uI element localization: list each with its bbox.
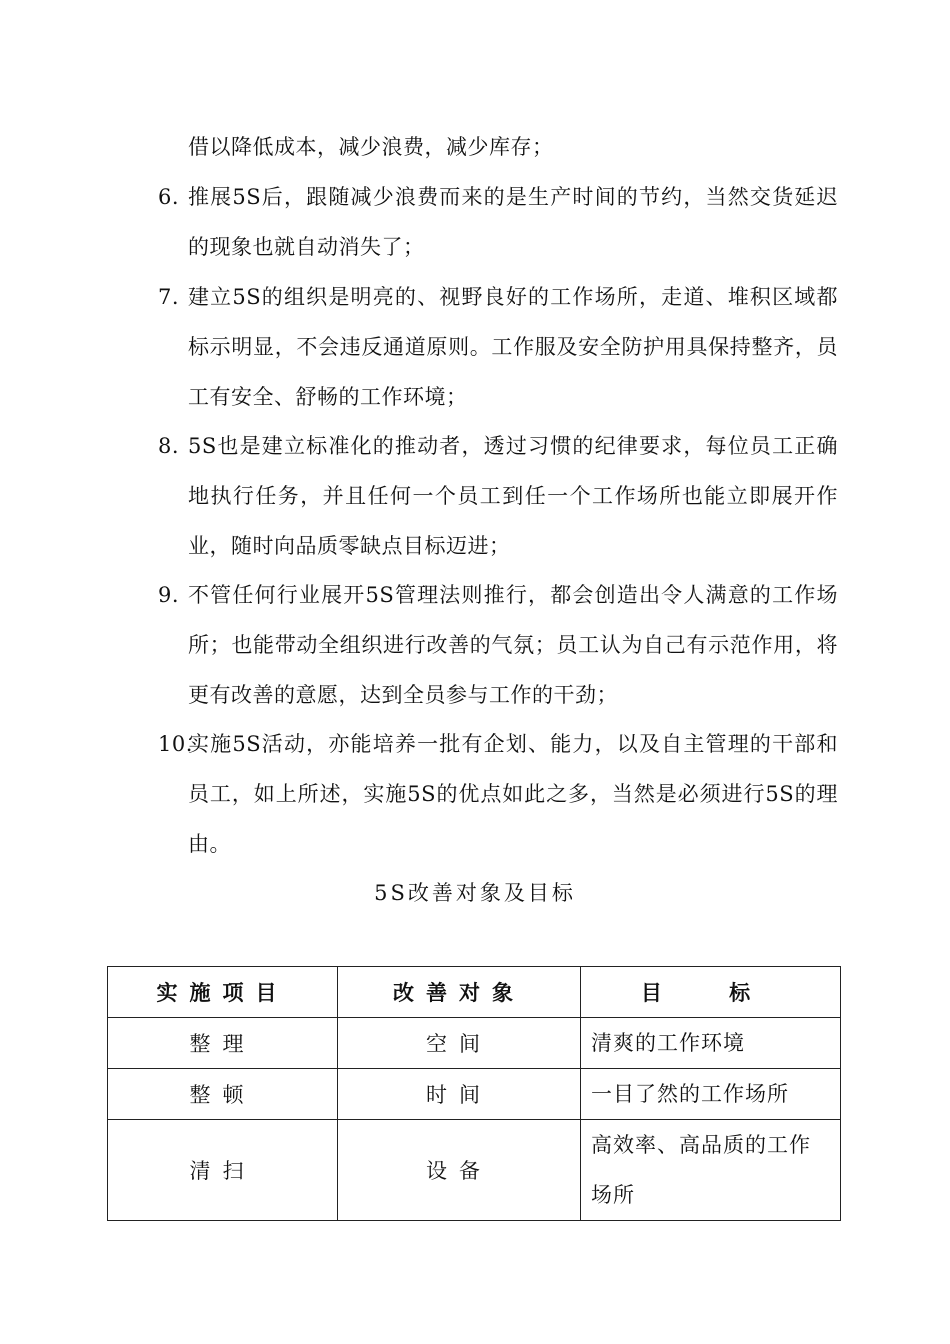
list-item-text: 5S也是建立标准化的推动者，透过习惯的纪律要求，每位员工正确地执行任务，并且任何一个员工到任一个工作场所也能立即展开作业，随时向品质零缺点目标迈进； [188, 434, 838, 558]
continuation-text: 借以降低成本，减少浪费，减少库存； [188, 135, 554, 159]
table-cell: 整理 [108, 1018, 338, 1069]
list-item-9 [158, 570, 838, 720]
header-cell: 改善对象 [338, 967, 581, 1018]
header-cell: 实施项目 [108, 967, 338, 1018]
list-item-number: 10. [158, 732, 193, 756]
list-item-7 [158, 272, 838, 422]
table-cell: 空间 [338, 1018, 581, 1069]
list-item-number: 9. [158, 583, 180, 607]
header-cell: 目 标 [581, 967, 841, 1018]
improvement-table [107, 966, 841, 1221]
table-title: 5S改善对象及目标 [374, 881, 576, 905]
table-cell: 清扫 [108, 1120, 338, 1221]
table-cell: 时间 [338, 1069, 581, 1120]
list-item-number: 7. [158, 285, 180, 309]
table-row [108, 1069, 841, 1120]
list-item-6 [158, 172, 838, 272]
list-item-number: 6. [158, 185, 180, 209]
list-item-text: 实施5S活动，亦能培养一批有企划、能力，以及自主管理的干部和员工，如上所述，实施5S的优点如此之多，当然是必须进行5S的理由。 [188, 732, 838, 856]
table-cell: 高效率、高品质的工作场所 [581, 1120, 841, 1221]
list-item-number: 8. [158, 434, 180, 458]
table-cell: 清爽的工作环境 [581, 1018, 841, 1069]
list-item-text: 推展5S后，跟随减少浪费而来的是生产时间的节约，当然交货延迟的现象也就自动消失了； [188, 185, 838, 259]
list-item-8 [158, 421, 838, 571]
table-header-row [108, 967, 841, 1018]
table-row [108, 1018, 841, 1069]
list-item-10 [158, 719, 838, 869]
list-item-text: 不管任何行业展开5S管理法则推行，都会创造出令人满意的工作场所；也能带动全组织进行改善的气氛；员工认为自己有示范作用，将更有改善的意愿，达到全员参与工作的干劲； [188, 583, 838, 707]
table-cell: 整顿 [108, 1069, 338, 1120]
table-row [108, 1120, 841, 1221]
table-cell: 一目了然的工作场所 [581, 1069, 841, 1120]
list-item-text: 建立5S的组织是明亮的、视野良好的工作场所，走道、堆积区域都标示明显，不会违反通道原则。工作服及安全防护用具保持整齐，员工有安全、舒畅的工作环境； [188, 285, 838, 409]
table-cell: 设备 [338, 1120, 581, 1221]
